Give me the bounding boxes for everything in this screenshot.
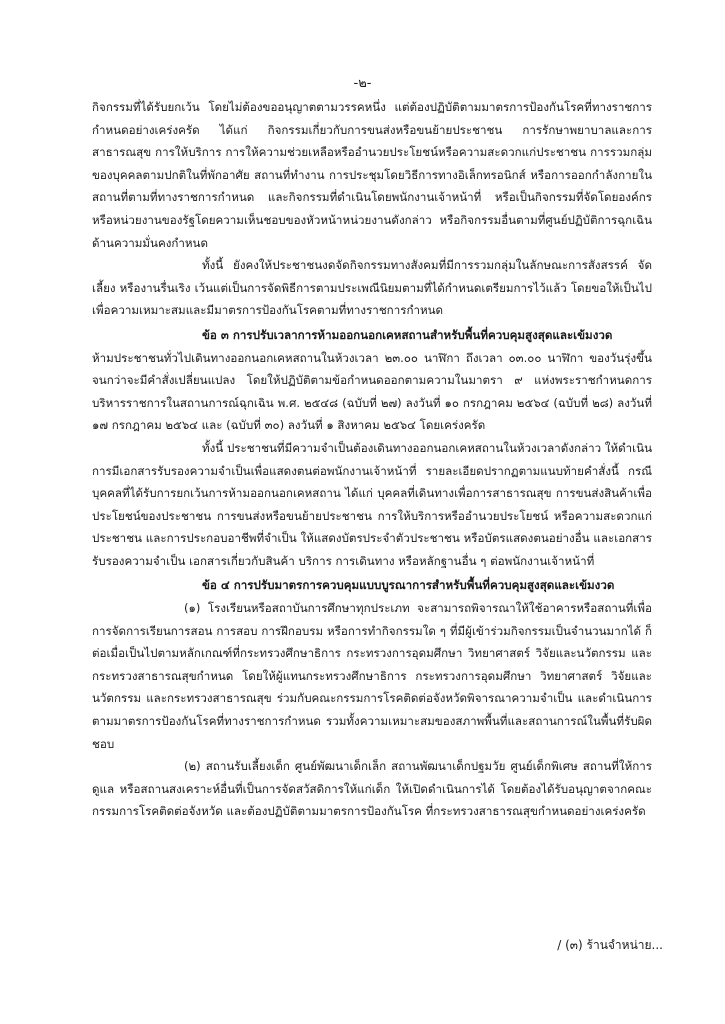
paragraph-curfew: ห้ามประชาชนทั่วไปเดินทางออกนอกเคหสถานในห้วงเวลา ๒๓.๐๐ นาฬิกา ถึงเวลา ๐๓.๐๐ นาฬิกา ของวันรุ่งขึ้น จนกว่าจะมีคำสั่งเปลี่ยนแปลง โดยให้ปฏิบัติตามข้อกำหนดออกตามความในมาตรา ๙ แห่งพระราชกำหนดการบริหารราชการในสถานการณ์ฉุกเฉิน พ.ศ. ๒๕๔๘ (ฉบับที่ ๒๗) ลงวันที่ ๑๐ กรกฎาคม ๒๕๖๔ (ฉบับที่ ๒๘) ลงวันที่ ๑๗ กรกฎาคม ๒๕๖๔ และ (ฉบับที่ ๓๐) ลงวันที่ ๑ สิงหาคม ๒๕๖๔ โดยเคร่งครัด (92, 350, 652, 433)
paragraph-social-gatherings: ทั้งนี้ ยังคงให้ประชาชนงดจัดกิจกรรมทางสังคมที่มีการรวมกลุ่มในลักษณะการสังสรรค์ จัดเลี้ยง หรืองานรื่นเริง เว้นแต่เป็นการจัดพิธีการตามประเพณีนิยมตามที่ได้กำหนดเตรียมการไว้แล้ว โดยขอให้เป็นไปเพื่อความเหมาะสมและมีมาตรการป้องกันโรคตามที่ทางราชการกำหนด (92, 258, 652, 318)
document-body (92, 96, 652, 823)
paragraph-childcare: (๒) สถานรับเลี้ยงเด็ก ศูนย์พัฒนาเด็กเล็ก สถานพัฒนาเด็กปฐมวัย ศูนย์เด็กพิเศษ สถานที่ให้การดูแล หรือสถานสงเคราะห์อื่นที่เป็นการจัดสวัสดิการให้แก่เด็ก ให้เปิดดำเนินการได้ โดยต้องได้รับอนุญาตจากคณะกรรมการโรคติดต่อจังหวัด และต้องปฏิบัติตามมาตรการป้องกันโรค ที่กระทรวงสาธารณสุขกำหนดอย่างเคร่งครัด (92, 759, 652, 819)
section-heading-3: ข้อ ๓ การปรับเวลาการห้ามออกนอกเคหสถานสำหรับพื้นที่ควบคุมสูงสุดและเข้มงวด (202, 327, 613, 342)
paragraph-curfew-exemptions: ทั้งนี้ ประชาชนที่มีความจำเป็นต้องเดินทางออกนอกเคหสถานในห้วงเวลาดังกล่าว ให้ดำเนินการมีเอกสารรับรองความจำเป็นเพื่อแสดงตนต่อพนักงานเจ้าหน้าที่ รายละเอียดปรากฏตามแนบท้ายคำสั่งนี้ กรณีบุคคลที่ได้รับการยกเว้นการห้ามออกนอกเคหสถาน ได้แก่ บุคคลที่เดินทางเพื่อการสาธารณสุข การขนส่งสินค้าเพื่อประโยชน์ของประชาชน การขนส่งหรือขนย้ายประชาชน การให้บริการหรืออำนวยประโยชน์ หรือความสะดวกแก่ประชาชน และการประกอบอาชีพที่จำเป็น ให้แสดงบัตรประจำตัวประชาชน หรือบัตรแสดงตนอย่างอื่น และเอกสารรับรองความจำเป็น เอกสารเกี่ยวกับสินค้า บริการ การเดินทาง หรือหลักฐานอื่น ๆ ต่อพนักงานเจ้าหน้าที่ (92, 440, 652, 568)
continuation-note: / (๓) ร้านจำหน่าย... (557, 938, 663, 952)
page-number: -๒- (353, 76, 372, 91)
section-heading-4: ข้อ ๔ การปรับมาตรการควบคุมแบบบูรณาการสำหรับพื้นที่ควบคุมสูงสุดและเข้มงวด (202, 578, 615, 593)
paragraph-schools: (๑) โรงเรียนหรือสถาบันการศึกษาทุกประเภท จะสามารถพิจารณาให้ใช้อาคารหรือสถานที่เพื่อการจัดการเรียนการสอน การสอบ การฝึกอบรม หรือการทำกิจกรรมใด ๆ ที่มีผู้เข้าร่วมกิจกรรมเป็นจำนวนมากได้ ก็ต่อเมื่อเป็นไปตามหลักเกณฑ์ที่กระทรวงศึกษาธิการ กระทรวงการอุดมศึกษา วิทยาศาสตร์ วิจัยและนวัตกรรม และกระทรวงสาธารณสุขกำหนด โดยให้ผู้แทนกระทรวงศึกษาธิการ กระทรวงการอุดมศึกษา วิทยาศาสตร์ วิจัยและนวัตกรรม และกระทรวงสาธารณสุข ร่วมกับคณะกรรมการโรคติดต่อจังหวัดพิจารณาความจำเป็น และดำเนินการตามมาตรการป้องกันโรคที่ทางราชการกำหนด รวมทั้งความเหมาะสมของสภาพพื้นที่และสถานการณ์ในพื้นที่รับผิดชอบ (92, 601, 652, 751)
paragraph-exempt-activities: กิจกรรมที่ได้รับยกเว้น โดยไม่ต้องขออนุญาตตามวรรคหนึ่ง แต่ต้องปฏิบัติตามมาตรการป้องกันโรคที่ทางราชการกำหนดอย่างเคร่งครัด ได้แก่ กิจกรรมเกี่ยวกับการขนส่งหรือขนย้ายประชาชน การรักษาพยาบาลและการสาธารณสุข การให้บริการ การให้ความช่วยเหลือหรืออำนวยประโยชน์หรือความสะดวกแก่ประชาชน การรวมกลุ่มของบุคคลตามปกติในที่พักอาศัย สถานที่ทำงาน การประชุมโดยวิธีการทางอิเล็กทรอนิกส์ หรือการออกกำลังกายในสถานที่ตามที่ทางราชการกำหนด และกิจกรรมที่ดำเนินโดยพนักงานเจ้าหน้าที่ หรือเป็นกิจกรรมที่จัดโดยองค์กรหรือหน่วยงานของรัฐโดยความเห็นชอบของหัวหน้าหน่วยงานดังกล่าว หรือกิจกรรมอื่นตามที่ศูนย์ปฏิบัติการฉุกเฉินด้านความมั่นคงกำหนด (92, 100, 652, 250)
